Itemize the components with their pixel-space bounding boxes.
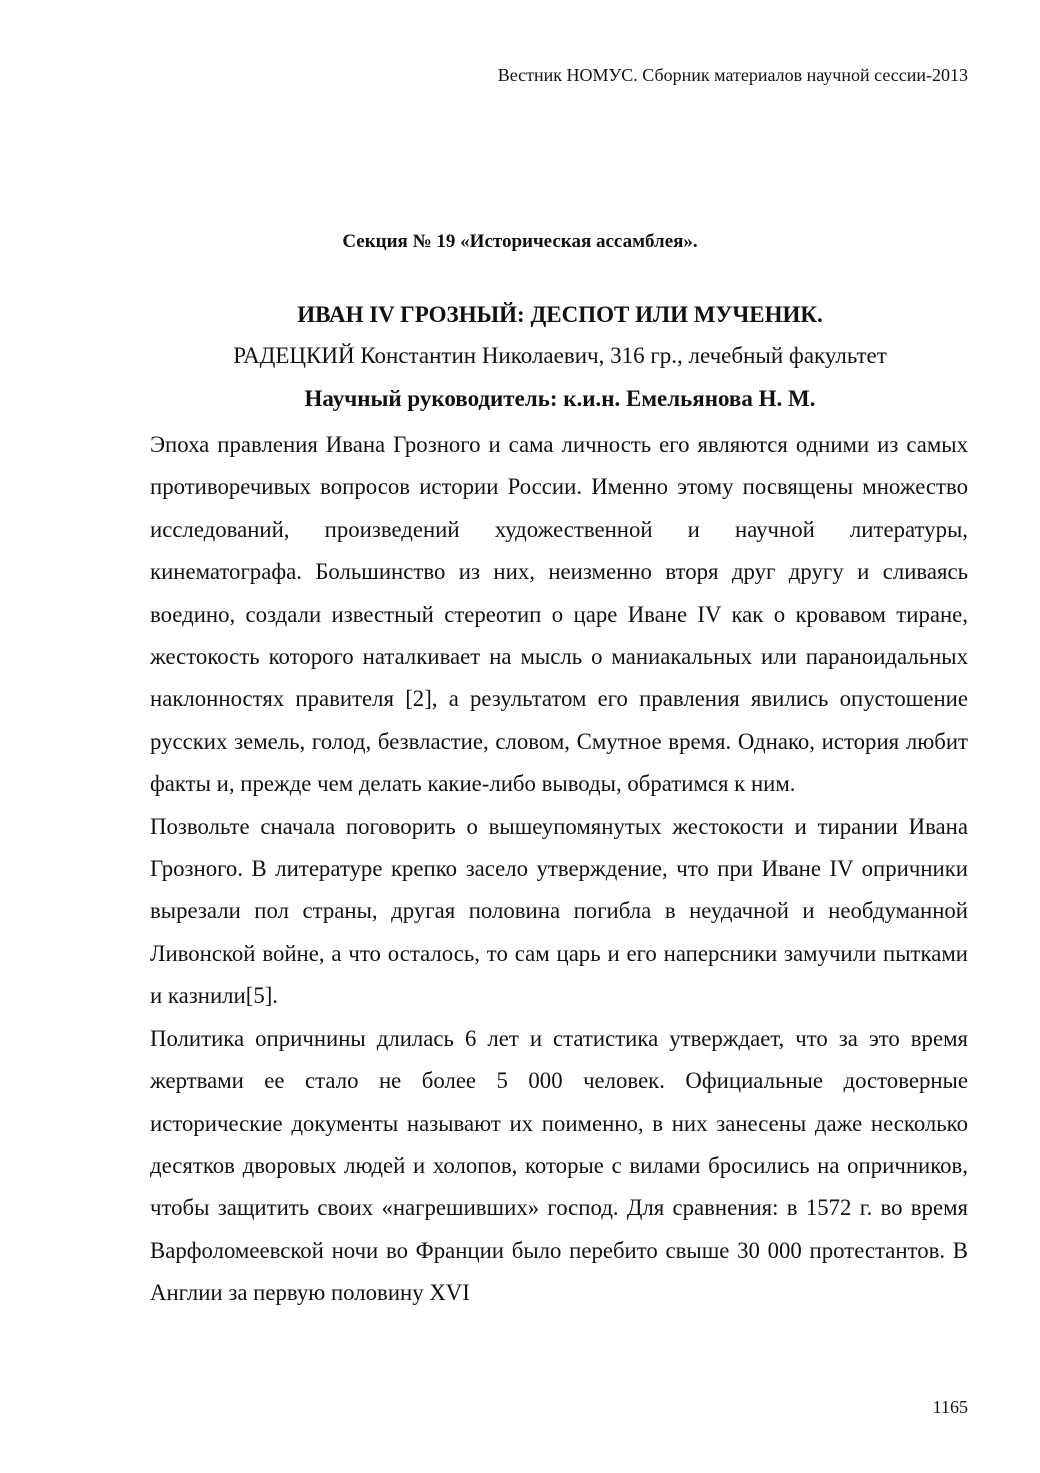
page-number: 1165 — [932, 1397, 968, 1417]
section-heading: Секция № 19 «Историческая ассамблея». — [342, 231, 698, 252]
article-body — [150, 424, 968, 1315]
running-header: Вестник НОМУС. Сборник материалов научной сессии-2013 — [497, 65, 968, 85]
paragraph: Эпоха правления Ивана Грозного и сама личность его являются одними из самых противоречивых вопросов истории России. Именно этому посвящены множество исследований, произведений художественной и научной литературы, кинематографа. Большинство из них, неизменно вторя друг другу и сливаясь воедино, создали известный стереотип о царе Иване IV как о кровавом тиране, жестокость которого наталкивает на мысль о маниакальных или параноидальных наклонностях правителя [2], а результатом его правления явились опустошение русских земель, голод, безвластие, словом, Смутное время. Однако, история любит факты и, прежде чем делать какие-либо выводы, обратимся к ним. — [150, 432, 968, 797]
article-title: ИВАН IV ГРОЗНЫЙ: ДЕСПОТ ИЛИ МУЧЕНИК. — [297, 302, 823, 327]
paragraph: Позвольте сначала поговорить о вышеупомянутых жестокости и тирании Ивана Грозного. В литературе крепко засело утверждение, что при Иване IV опричники вырезали пол страны, другая половина погибла в неудачной и необдуманной Ливонской войне, а что осталось, то сам царь и его наперсники замучили пытками и казнили[5]. — [150, 813, 968, 1009]
author-line: РАДЕЦКИЙ Константин Николаевич, 316 гр., лечебный факультет — [233, 343, 887, 368]
supervisor-line: Научный руководитель: к.и.н. Емельянова Н. М. — [304, 386, 816, 411]
paragraph: Политика опричнины длилась 6 лет и статистика утверждает, что за это время жертвами ее стало не более 5 000 человек. Официальные достоверные исторические документы называют их поименно, в них занесены даже несколько десятков дворовых людей и холопов, которые с вилами бросились на опричников, чтобы защитить своих «нагрешивших» господ. Для сравнения: в 1572 г. во время Варфоломеевской ночи во Франции было перебито свыше 30 000 протестантов. В Англии за первую половину XVI — [150, 1025, 968, 1306]
